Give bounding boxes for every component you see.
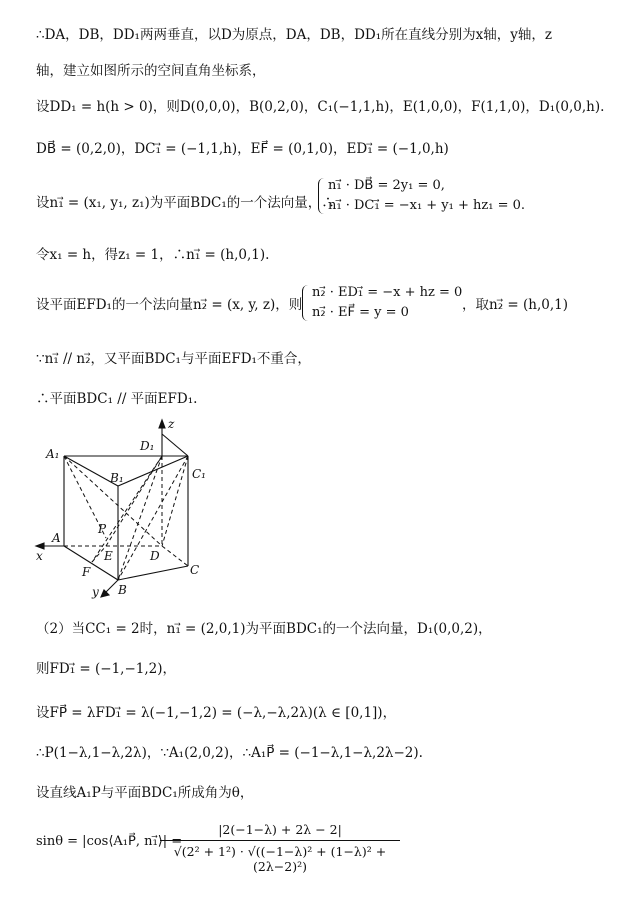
fraction-numerator: |2(−1−λ) + 2λ − 2| — [160, 822, 400, 841]
text-line-5: 设n₁⃗ = (x₁, y₁, z₁)为平面BDC₁的一个法向量，∴ — [36, 195, 335, 211]
label-c: C — [190, 563, 200, 577]
text-line-8: ∵n₁⃗ // n₂⃗，又平面BDC₁与平面EFD₁不重合， — [36, 351, 311, 367]
sin-theta-lhs-text: sinθ = |cos⟨A₁P⃗, n₁⃗⟩| = — [36, 834, 183, 849]
label-d1: D₁ — [140, 439, 155, 453]
equation-2b: n₂⃗ · EF⃗ = y = 0 — [312, 305, 409, 320]
text-line-11: 则FD₁⃗ = (−1,−1,2)， — [36, 661, 177, 677]
equation-system-1 — [318, 176, 525, 216]
label-b: B — [118, 583, 127, 597]
text-line-7-tail: ，取n₂⃗ = (h,0,1) — [462, 297, 568, 313]
label-x: x — [36, 549, 43, 563]
text-line-6: 令x₁ = h，得z₁ = 1，∴n₁⃗ = (h,0,1). — [36, 247, 270, 263]
label-a: A — [52, 531, 61, 545]
text-line-12: 设FP⃗ = λFD₁⃗ = λ(−1,−1,2) = (−λ,−λ,2λ)(λ ∈ [0,1])， — [36, 705, 397, 721]
text-line-7: 设平面EFD₁的一个法向量n₂⃗ = (x, y, z)，则 — [36, 297, 303, 313]
text-line-2: 轴，建立如图所示的空间直角坐标系， — [36, 63, 266, 79]
label-d: D — [150, 549, 160, 563]
equation-system-2 — [302, 283, 462, 323]
label-f: F — [82, 565, 91, 579]
equation-2a: n₂⃗ · ED₁⃗ = −x + hz = 0 — [312, 285, 463, 300]
equation-1b: n₁⃗ · DC₁⃗ = −x₁ + y₁ + hz₁ = 0. — [328, 198, 526, 213]
fraction-denominator: √(2² + 1²) · √((−1−λ)² + (1−λ)² + (2λ−2)²) — [173, 844, 387, 874]
text-line-14: 设直线A₁P与平面BDC₁所成角为θ， — [36, 785, 254, 801]
label-b1: B₁ — [110, 471, 124, 485]
sin-theta-fraction — [160, 822, 400, 874]
text-line-1: ∴DA，DB，DD₁两两垂直，以D为原点，DA，DB，DD₁所在直线分别为x轴，y轴，z — [36, 27, 553, 43]
text-line-3: 设DD₁ = h(h > 0)，则D(0,0,0)，B(0,2,0)，C₁(−1,1,h)，E(1,0,0)，F(1,1,0)，D₁(0,0,h). — [36, 99, 605, 115]
text-line-13: ∴P(1−λ,1−λ,2λ)，∵A₁(2,0,2)，∴A₁P⃗ = (−1−λ,1−λ,2λ−2). — [36, 745, 423, 761]
label-p: P — [98, 522, 107, 536]
label-e: E — [104, 549, 113, 563]
text-line-10: （2）当CC₁ = 2时，n₁⃗ = (2,0,1)为平面BDC₁的一个法向量，D₁(0,0,2)， — [36, 621, 492, 637]
label-y: y — [92, 585, 99, 599]
equation-1a: n₁⃗ · DB⃗ = 2y₁ = 0, — [328, 178, 445, 193]
label-z: z — [168, 417, 175, 431]
text-line-9: ∴平面BDC₁ // 平面EFD₁. — [36, 391, 198, 407]
label-a1: A₁ — [46, 447, 60, 461]
label-c1: C₁ — [192, 467, 206, 481]
text-line-4: DB⃗ = (0,2,0)，DC₁⃗ = (−1,1,h)，EF⃗ = (0,1,0)，ED₁⃗ = (−1,0,h) — [36, 141, 449, 157]
